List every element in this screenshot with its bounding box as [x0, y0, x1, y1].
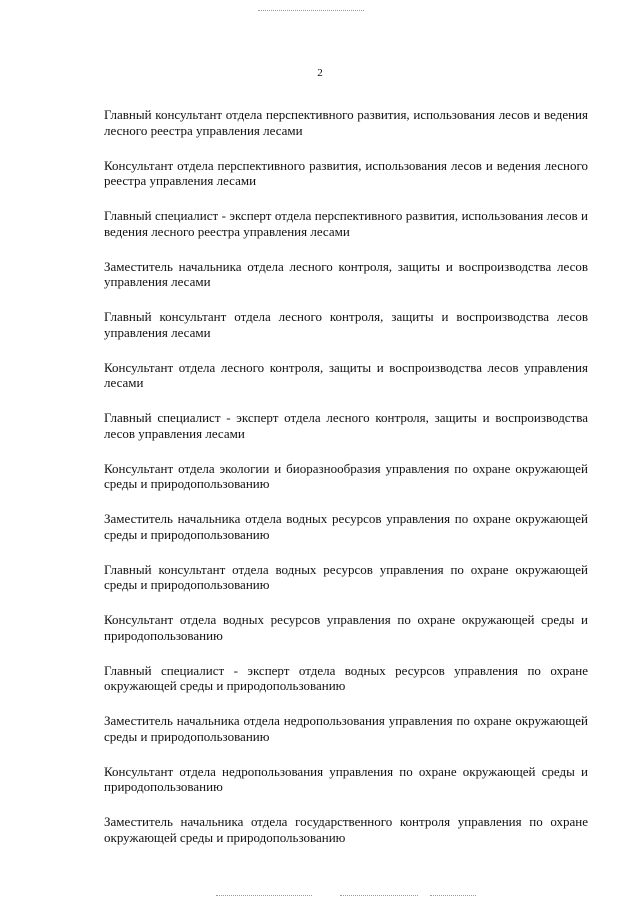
position-entry: Главный консультант отдела водных ресурсов управления по охране окружающей среды и природопользованию: [104, 561, 588, 592]
position-entry: Главный консультант отдела перспективного развития, использования лесов и ведения лесного реестра управления лесами: [104, 107, 588, 138]
position-entry: Консультант отдела водных ресурсов управления по охране окружающей среды и природопользованию: [104, 612, 588, 643]
position-entry: Консультант отдела экологии и биоразнообразия управления по охране окружающей среды и природопользованию: [104, 460, 588, 491]
position-entry: Главный специалист - эксперт отдела водных ресурсов управления по охране окружающей среды и природопользованию: [104, 662, 588, 693]
scan-artifact-bottom: [216, 895, 312, 896]
position-entry: Консультант отдела перспективного развития, использования лесов и ведения лесного реестра управления лесами: [104, 157, 588, 188]
position-entry: Заместитель начальника отдела недропользования управления по охране окружающей среды и природопользованию: [104, 713, 588, 744]
position-entry: Главный специалист - эксперт отдела перспективного развития, использования лесов и ведения лесного реестра управления лесами: [104, 208, 588, 239]
position-entry: Заместитель начальника отдела государственного контроля управления по охране окружающей среды и природопользованию: [104, 814, 588, 845]
scan-artifact-bottom: [340, 895, 418, 896]
page-number: 2: [317, 67, 323, 79]
position-entry: Консультант отдела лесного контроля, защиты и воспроизводства лесов управления лесами: [104, 359, 588, 390]
scan-artifact-bottom: [430, 895, 476, 896]
position-list: [104, 107, 588, 865]
scan-artifact-top: [258, 10, 364, 11]
position-entry: Консультант отдела недропользования управления по охране окружающей среды и природопользованию: [104, 763, 588, 794]
position-entry: Главный специалист - эксперт отдела лесного контроля, защиты и воспроизводства лесов управления лесами: [104, 410, 588, 441]
position-entry: Заместитель начальника отдела водных ресурсов управления по охране окружающей среды и природопользованию: [104, 511, 588, 542]
position-entry: Главный консультант отдела лесного контроля, защиты и воспроизводства лесов управления лесами: [104, 309, 588, 340]
position-entry: Заместитель начальника отдела лесного контроля, защиты и воспроизводства лесов управления лесами: [104, 258, 588, 289]
